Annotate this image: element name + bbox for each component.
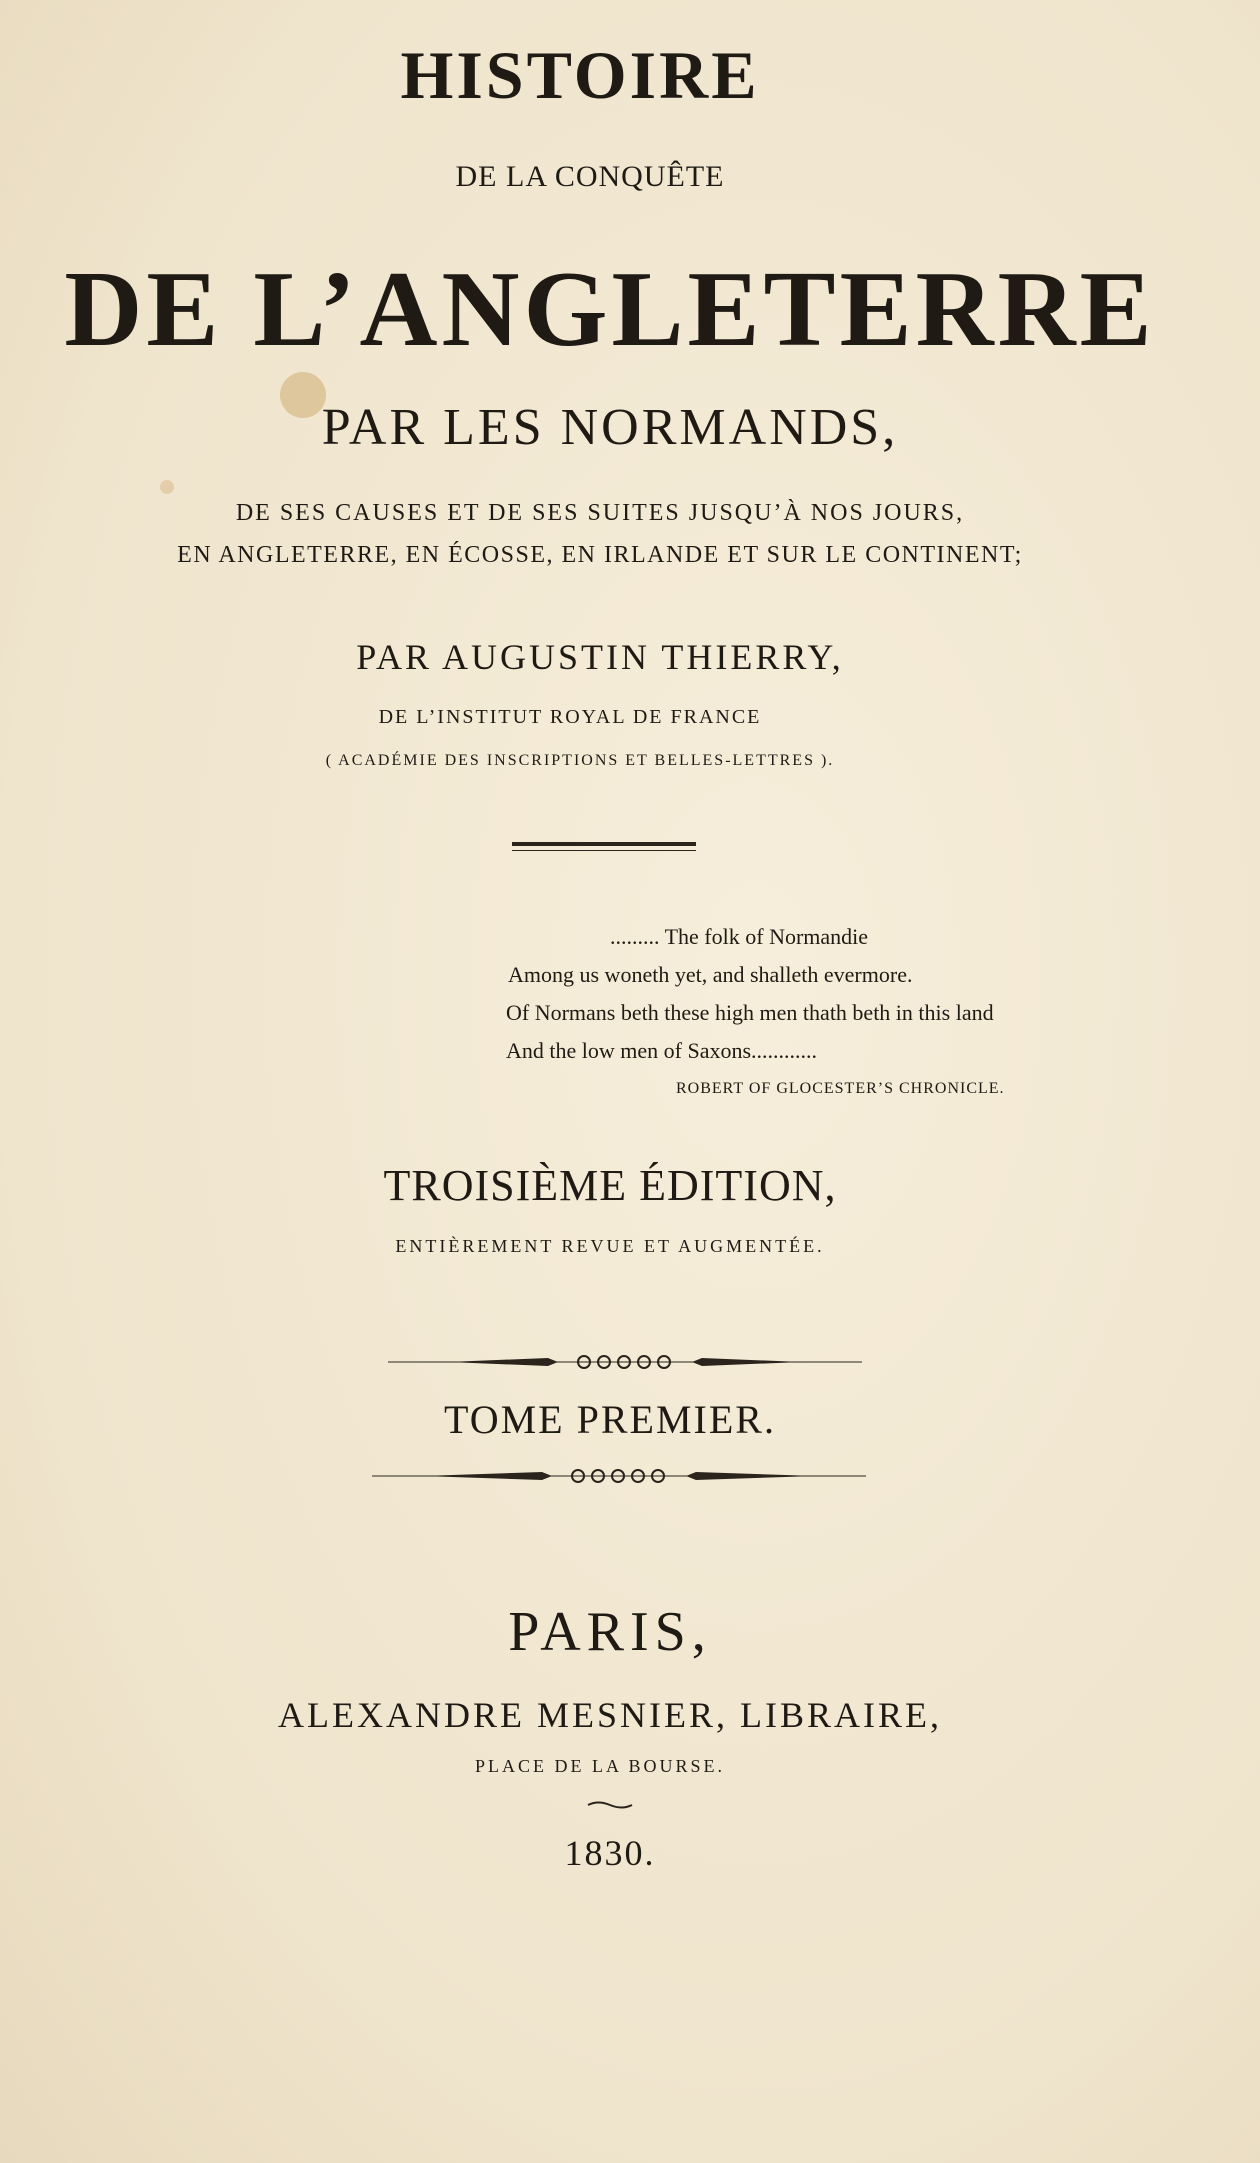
ornament-rule — [372, 1466, 866, 1486]
academie-note: ( ACADÉMIE DES INSCRIPTIONS ET BELLES-LETTRES ). — [325, 752, 835, 769]
title-by-normans: PAR LES NORMANDS, — [321, 399, 899, 456]
imprint-year: 1830. — [564, 1833, 656, 1873]
edition-label: TROISIÈME ÉDITION, — [383, 1161, 837, 1210]
author-line: PAR AUGUSTIN THIERRY, — [356, 637, 844, 677]
divider-rule — [512, 842, 696, 846]
author-affiliation: DE L’INSTITUT ROYAL DE FRANCE — [378, 706, 762, 728]
epigraph-source: ROBERT OF GLOCESTER’S CHRONICLE. — [676, 1080, 1005, 1097]
divider-rule — [512, 850, 696, 851]
ornament-rule — [388, 1352, 862, 1372]
epigraph-line: Of Normans beth these high men thath beth in this land — [506, 1000, 994, 1025]
subtitle-small: DE LA CONQUÊTE — [455, 160, 725, 193]
epigraph-line: ......... The folk of Normandie — [610, 924, 869, 949]
imprint-city: PARIS, — [508, 1601, 712, 1663]
main-title: DE L’ANGLETERRE — [64, 250, 1156, 369]
epigraph-line: Among us woneth yet, and shalleth evermore. — [508, 962, 913, 987]
revision-note: ENTIÈREMENT REVUE ET AUGMENTÉE. — [395, 1236, 825, 1256]
epigraph-line: And the low men of Saxons............ — [506, 1038, 818, 1063]
imprint-publisher: ALEXANDRE MESNIER, LIBRAIRE, — [278, 1695, 942, 1735]
imprint-address: PLACE DE LA BOURSE. — [474, 1756, 726, 1776]
book-title: HISTOIRE — [400, 37, 760, 113]
paper-stain — [160, 480, 174, 494]
description-line-1: DE SES CAUSES ET DE SES SUITES JUSQU’À NOS JOURS, — [235, 500, 965, 526]
description-line-2: EN ANGLETERRE, EN ÉCOSSE, EN IRLANDE ET SUR LE CONTINENT; — [177, 542, 1023, 568]
volume-label: TOME PREMIER. — [444, 1397, 776, 1442]
small-ornament — [586, 1800, 634, 1810]
